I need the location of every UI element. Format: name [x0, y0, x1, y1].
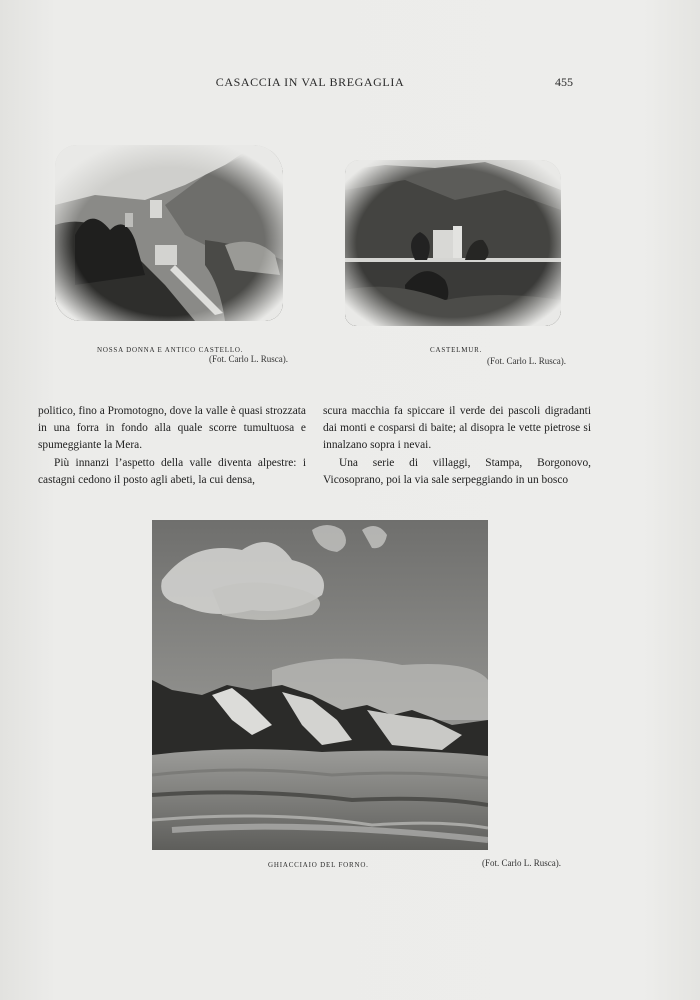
caption-castelmur: CASTELMUR. [430, 346, 483, 354]
paragraph: Una serie di villaggi, Stampa, Borgonovo, Vicosoprano, poi la via sale serpeggiando in un bosco [323, 456, 591, 486]
running-title: CASACCIA IN VAL BREGAGLIA [215, 75, 405, 89]
credit-nossa-donna: (Fot. Carlo L. Rusca). [209, 354, 288, 364]
credit-castelmur: (Fot. Carlo L. Rusca). [487, 356, 566, 366]
text-column-right [323, 403, 591, 489]
photo-nossa-donna-castello [55, 145, 283, 321]
caption-ghiacciaio: GHIACCIAIO DEL FORNO. [268, 861, 369, 869]
paragraph: politico, fino a Promotogno, dove la valle è quasi strozzata in una forra in fondo alla quale scorre tumultuosa e spumeggiante la Mera. [38, 405, 306, 452]
credit-ghiacciaio: (Fot. Carlo L. Rusca). [482, 858, 561, 868]
caption-nossa-donna: NOSSA DONNA E ANTICO CASTELLO. [97, 346, 244, 354]
page-number: 455 [555, 75, 573, 89]
paragraph: scura macchia fa spiccare il verde dei pascoli digradanti dai monti e cosparsi di baite; al disopra le vette pietrose si innalzano sopra i nevai. [323, 405, 591, 452]
text-column-left [38, 403, 306, 489]
photo-castelmur [345, 160, 561, 326]
paragraph: Più innanzi l’aspetto della valle diventa alpestre: i castagni cedono il posto agli abeti, la cui densa, [38, 456, 306, 486]
photo-ghiacciaio-del-forno [152, 520, 488, 850]
